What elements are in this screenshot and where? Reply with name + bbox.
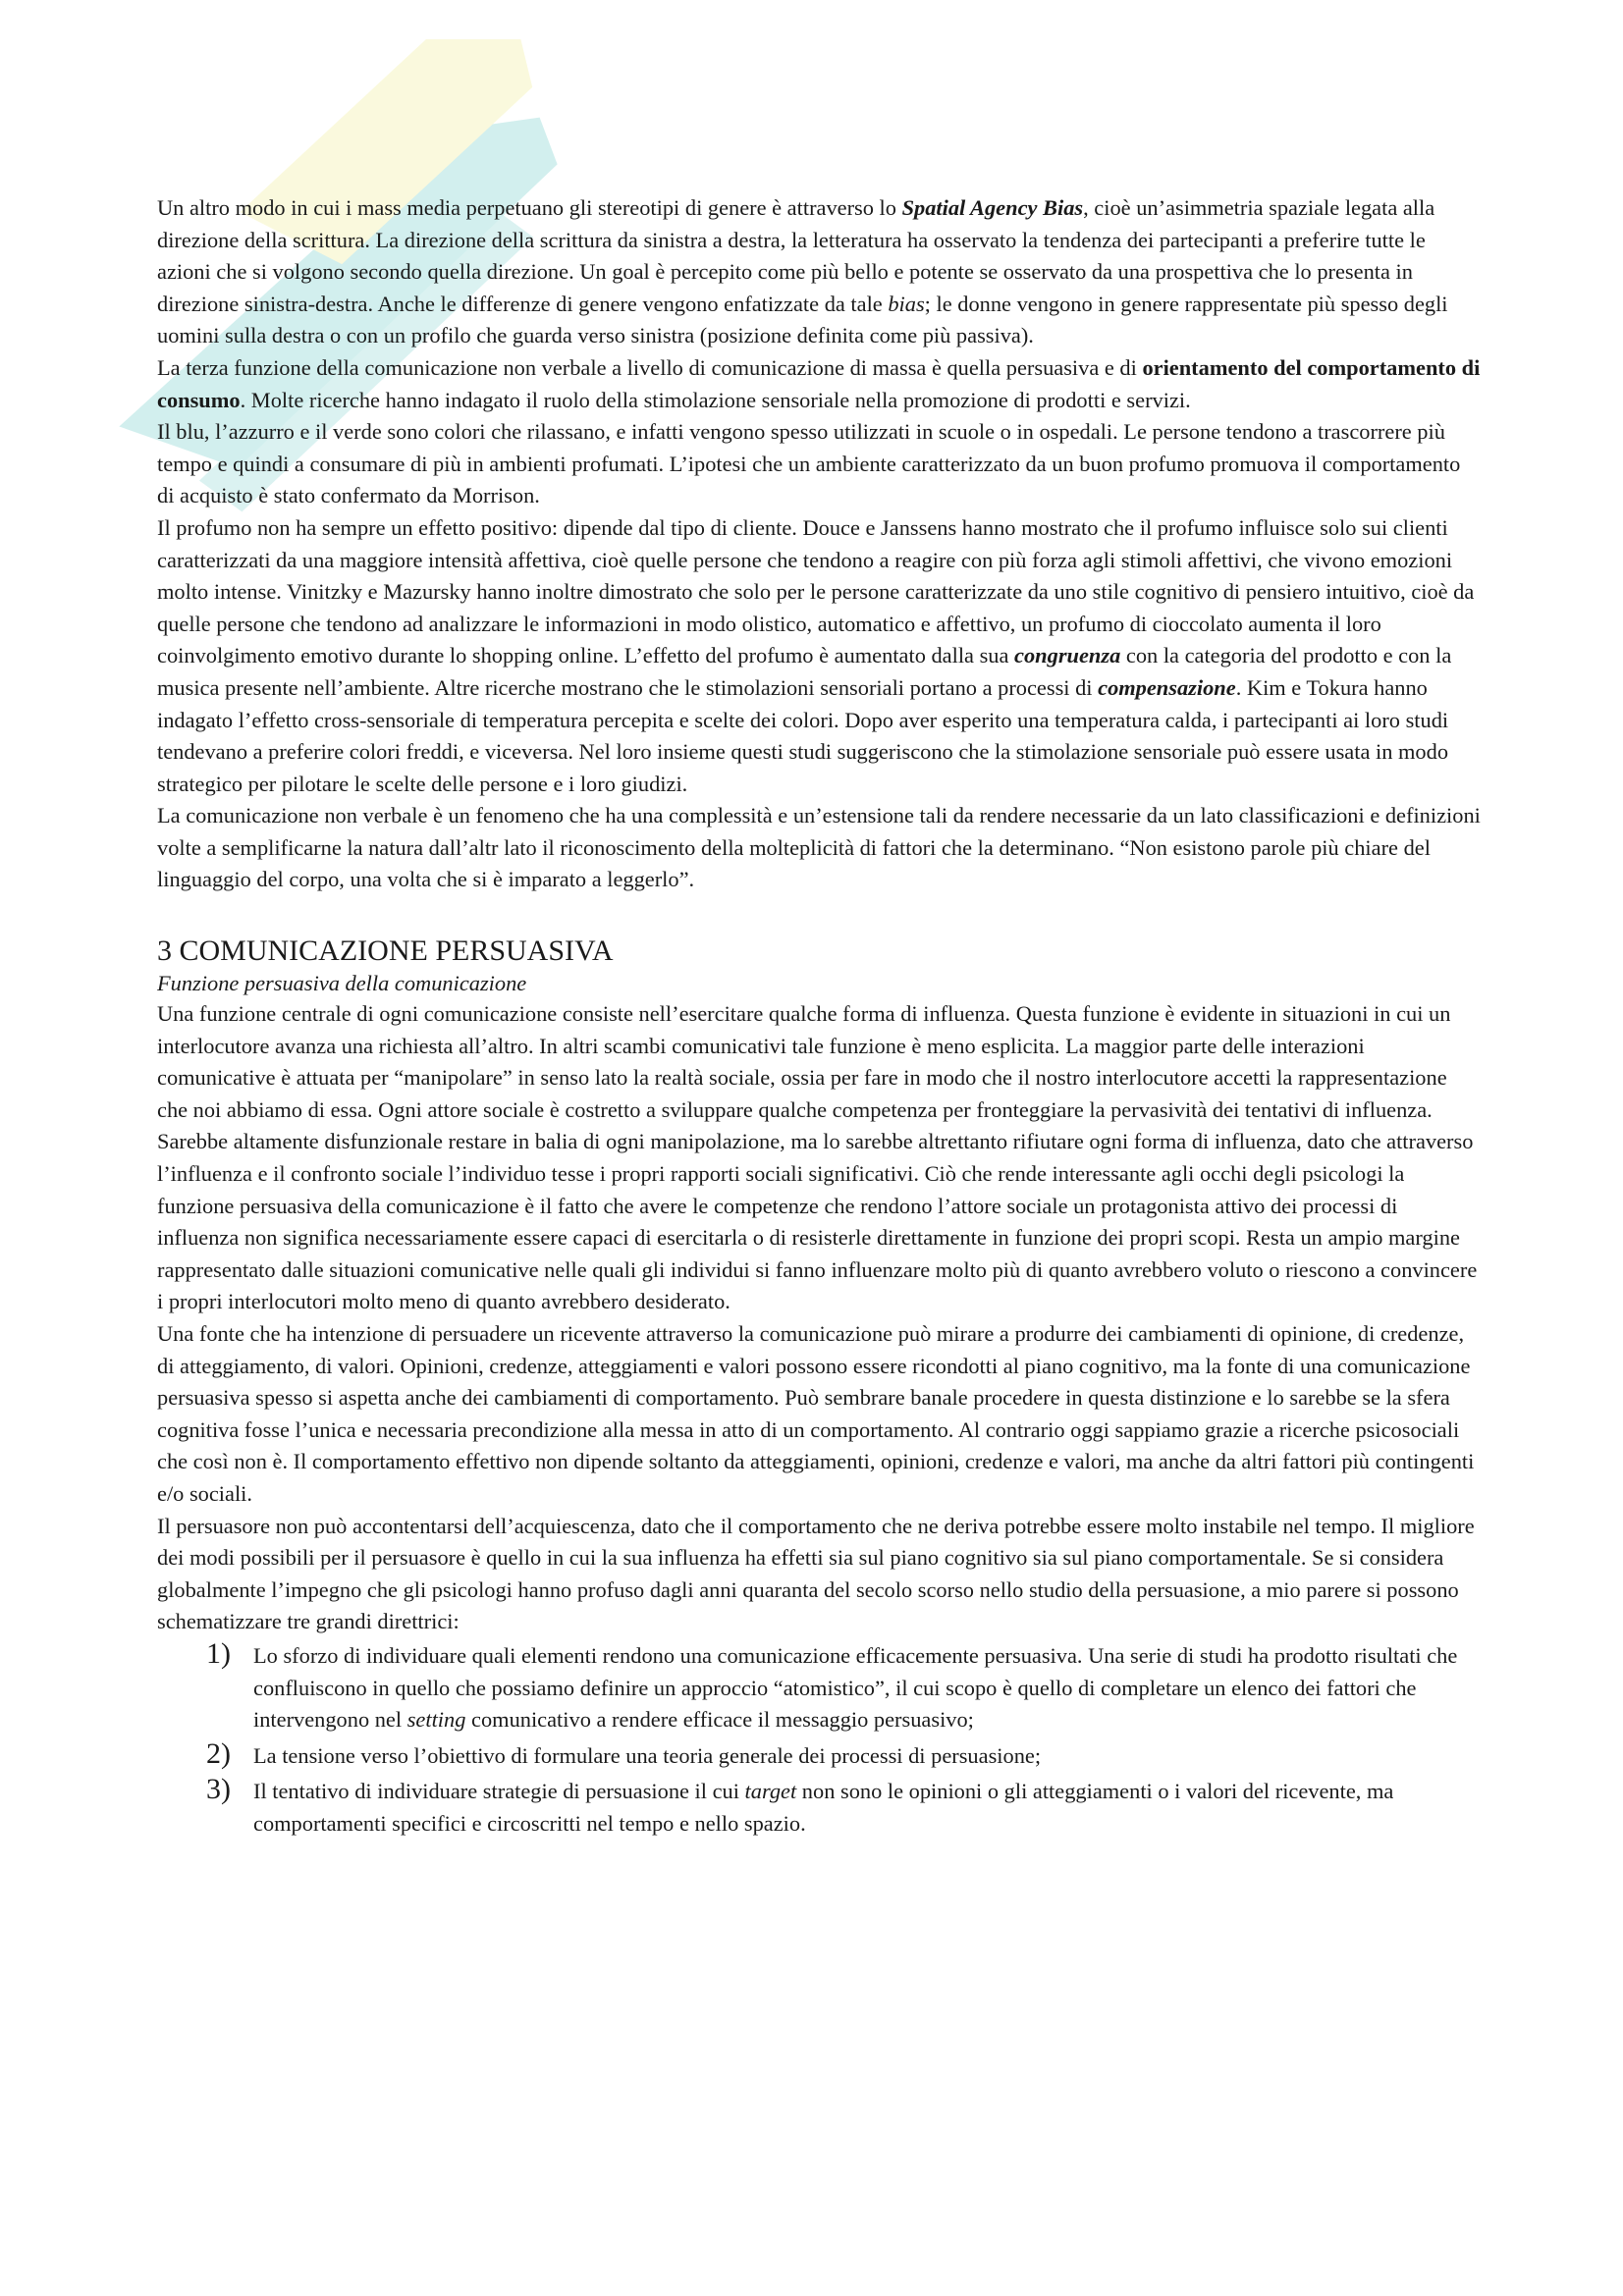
paragraph-fonte: Una fonte che ha intenzione di persuadere un ricevente attraverso la comunicazione può mirare a produrre dei cambiamenti di opinione, di credenze, di atteggiamento, di valori. Opinioni, credenze, atteggiamenti e valori possono essere ricondotti al piano cognitivo, ma la fonte di una comunicazione persuasiva spesso si aspetta anche dei cambiamenti di comportamento. Può sembrare banale procedere in questa distinzione e lo sarebbe se la sfera cognitiva fosse l’unica e necessaria precondizione alla messa in atto di un comportamento. Al contrario oggi sappiamo grazie a ricerche psicosociali che così non è. Il comportamento effettivo non dipende soltanto da atteggiamenti, opinioni, credenze e valori, ma anche da altri fattori più contingenti e/o sociali. [157,1321,1475,1506]
text-run: La tensione verso l’obiettivo di formulare una teoria generale dei processi di persuasione; [253,1742,1042,1768]
text-run: Un altro modo in cui i mass media perpetuano gli stereotipi di genere è attraverso lo [157,195,902,220]
text-run: . Kim e Tokura hanno indagato l’effetto cross-sensoriale di temperatura percepita e scelte dei colori. Dopo aver esperito una temperatura calda, i partecipanti ai loro studi tendevano a preferire colori freddi, e viceversa. Nel loro insieme questi studi suggeriscono che la stimolazione sensoriale può essere usata in modo strategico per pilotare le scelte delle persone e i loro giudizi. [157,674,1449,796]
list-item [157,1736,1483,1773]
section-heading: 3 COMUNICAZIONE PERSUASIVA [157,934,614,968]
text-run: Il tentativo di individuare strategie di persuasione il cui [253,1779,745,1804]
paragraph-profumo [157,512,1483,800]
text-run: . Molte ricerche hanno indagato il ruolo della stimolazione sensoriale nella promozione di prodotti e servizi. [240,387,1191,412]
term-spatial-agency-bias: Spatial Agency Bias [901,195,1084,220]
term-bias: bias [888,291,925,316]
paragraph-funzione-centrale: Una funzione centrale di ogni comunicazione consiste nell’esercitare qualche forma di influenza. Questa funzione è evidente in situazioni in cui un interlocutore avanza una richiesta all’altro. In altri scambi comunicativi tale funzione è meno esplicita. La maggior parte delle interazioni comunicative è attuata per “manipolare” in senso lato la realtà sociale, ossia per fare in modo che il nostro interlocutore accetti la rappresentazione che noi abbiamo di essa. Ogni attore sociale è costretto a sviluppare qualche competenza per fronteggiare la pervasività dei tentativi di influenza. Sarebbe altamente disfunzionale restare in balia di ogni manipolazione, ma lo sarebbe altrettanto rifiutare ogni forma di influenza, dato che attraverso l’influenza e il confronto sociale l’individuo tesse i propri rapporti sociali significativi. Ciò che rende interessante agli occhi degli psicologi la funzione persuasiva della comunicazione è il fatto che avere le competenze che rendono l’attore sociale un protagonista attivo dei processi di influenza non significa necessariamente essere capaci di esercitarla o di resisterle direttamente in funzione dei propri scopi. Resta un ampio margine rappresentato dalle situazioni comunicative nelle quali gli individui si fanno influenzare molto più di quanto avrebbero voluto o riescono a convincere i propri interlocutori molto meno di quanto avrebbero desiderato. [157,1001,1478,1314]
list-number: 1) [206,1636,231,1670]
text-run: La terza funzione della comunicazione non verbale a livello di comunicazione di massa è quella persuasiva e di [157,354,1143,380]
paragraph-persuasive-function [157,352,1483,416]
paragraph-persuasore: Il persuasore non può accontentarsi dell’acquiescenza, dato che il comportamento che ne deriva potrebbe essere molto instabile nel tempo. Il migliore dei modi possibili per il persuasore è quello in cui la sua influenza ha effetti sia sul piano cognitivo sia sul piano comportamentale. Se si considera globalmente l’impegno che gli psicologi hanno profuso dagli anni quaranta del secolo scorso nello studio della persuasione, a mio parere si possono schematizzare tre grandi direttrici: [157,1513,1475,1634]
term-compensazione: compensazione [1098,674,1236,700]
text-run: non sono le opinioni o gli atteggiamenti o i valori del ricevente, ma comportamenti specifici e circoscritti nel tempo e nello spazio. [253,1779,1394,1836]
term-setting: setting [406,1707,466,1733]
text-run: Il profumo non ha sempre un effetto positivo: dipende dal tipo di cliente. Douce e Janssens hanno mostrato che il profumo influisce solo sui clienti caratterizzati da una maggiore intensità affettiva, cioè quelle persone che tendono a reagire con più forza agli stimoli affettivi, che vivono emozioni molto intense. Vinitzky e Mazursky hanno inoltre dimostrato che solo per le persone caratterizzate da uno stile cognitivo di pensiero intuitivo, cioè da quelle persone che tendono ad analizzare le informazioni in modo olistico, automatico e affettivo, un profumo di cioccolato aumenta il loro coinvolgimento emotivo durante lo shopping online. L’effetto del profumo è aumentato dalla sua [157,514,1475,668]
paragraph-colors: Il blu, l’azzurro e il verde sono colori che rilassano, e infatti vengono spesso utilizzati in scuole o in ospedali. Le persone tendono a trascorrere più tempo e quindi a consumare di più in ambienti profumati. L’ipotesi che un ambiente caratterizzato da un buon profumo promuova il comportamento di acquisto è stato confermato da Morrison. [157,419,1461,508]
text-run: comunicativo a rendere efficace il messaggio persuasivo; [465,1707,974,1733]
section-subheading: Funzione persuasiva della comunicazione [157,971,527,996]
text-run: ; le donne vengono in genere rappresentate più spesso degli uomini sulla destra o con un profilo che guarda verso sinistra (posizione definita come più passiva). [157,291,1448,348]
paragraph-complessita: La comunicazione non verbale è un fenomeno che ha una complessità e un’estensione tali da rendere necessarie da un lato classificazioni e definizioni volte a semplificarne la natura dall’altr lato il riconoscimento della molteplicità di fattori che la determinano. “Non esistono parole più chiare del linguaggio del corpo, una volta che si è imparato a leggerlo”. [157,803,1481,892]
numbered-list [157,1636,1483,1841]
text-run: , cioè un’asimmetria spaziale legata alla direzione della scrittura. La direzione della scrittura da sinistra a destra, la letteratura ha osservato la tendenza dei partecipanti a preferire tutte le azioni che si volgono secondo quella direzione. Un goal è percepito come più bello e potente se osservato da una prospettiva che lo presenta in direzione sinistra-destra. Anche le differenze di genere vengono enfatizzate da tale [157,195,1435,316]
document-page [157,192,1483,1844]
list-number: 2) [206,1736,231,1770]
term-congruenza: congruenza [1014,643,1121,668]
paragraph-spatial-agency-bias [157,192,1483,352]
list-number: 3) [206,1773,231,1806]
list-item [157,1773,1483,1840]
term-orientamento: orientamento del comportamento di consumo [157,354,1481,412]
text-run: con la categoria del prodotto e con la musica presente nell’ambiente. Altre ricerche mostrano che le stimolazioni sensoriali portano a processi di [157,643,1452,700]
text-run: Lo sforzo di individuare quali elementi rendono una comunicazione efficacemente persuasiva. Una serie di studi ha prodotto risultati che confluiscono in quello che possiamo definire un approccio “atomistico”, il cui scopo è quello di completare un elenco dei fattori che intervengono nel [253,1642,1458,1733]
term-target: target [744,1779,797,1804]
list-item [157,1636,1483,1736]
